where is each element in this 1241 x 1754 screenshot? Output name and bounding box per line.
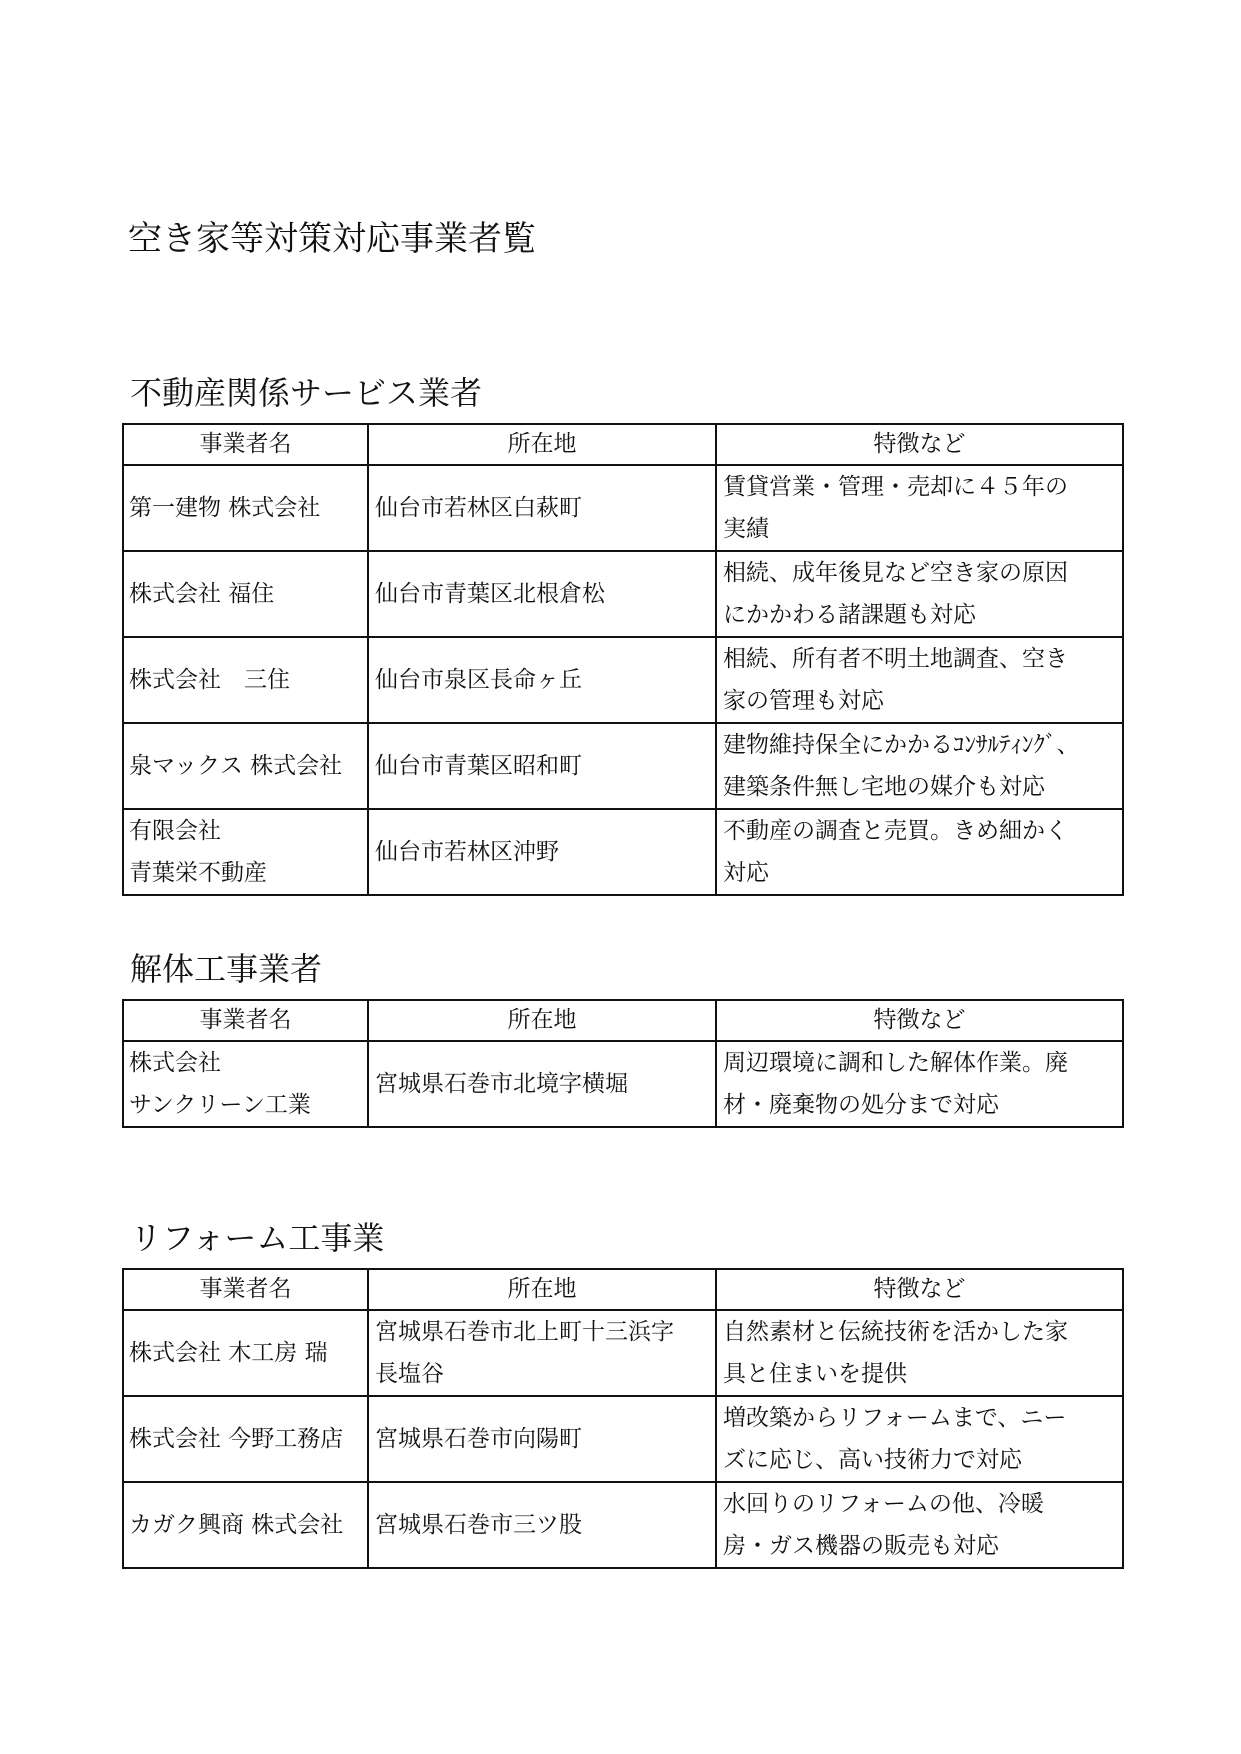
address-cell: [368, 723, 716, 809]
features-line: 実績: [723, 516, 769, 542]
business-table: [122, 999, 1124, 1128]
header-features: 特徴など: [716, 424, 1123, 465]
features-line: 賃貸営業・管理・売却に４５年の: [723, 474, 1068, 500]
address-cell: [368, 551, 716, 637]
business-name-line: 第一建物 株式会社: [129, 495, 321, 521]
header-address: 所在地: [368, 1000, 716, 1041]
business-name-cell: [123, 809, 368, 895]
address-cell: [368, 1482, 716, 1568]
table-row: [123, 637, 1123, 723]
features-line: 家の管理も対応: [723, 688, 884, 714]
features-cell: [716, 637, 1123, 723]
header-features: 特徴など: [716, 1000, 1123, 1041]
header-features: 特徴など: [716, 1269, 1123, 1310]
table-row: [123, 1482, 1123, 1568]
features-line: 材・廃棄物の処分まで対応: [723, 1092, 999, 1118]
business-table: [122, 1268, 1124, 1569]
address-line: 仙台市泉区長命ヶ丘: [375, 667, 582, 693]
header-address: 所在地: [368, 424, 716, 465]
features-line: ズに応じ、高い技術力で対応: [723, 1447, 1022, 1473]
features-cell: [716, 1482, 1123, 1568]
section-title: リフォーム工事業: [130, 1219, 385, 1257]
table-header-row: [123, 424, 1123, 465]
business-name-line: 泉マックス 株式会社: [129, 753, 343, 779]
address-line: 仙台市若林区白萩町: [375, 495, 582, 521]
header-name: 事業者名: [123, 1269, 368, 1310]
business-name-cell: [123, 551, 368, 637]
features-line: 具と住まいを提供: [723, 1361, 907, 1387]
address-line: 仙台市青葉区昭和町: [375, 753, 582, 779]
features-line: 対応: [723, 860, 769, 886]
page-title: 空き家等対策対応事業者覧: [128, 219, 536, 259]
features-cell: [716, 465, 1123, 551]
table-row: [123, 1396, 1123, 1482]
business-name-line: カガク興商 株式会社: [129, 1512, 344, 1538]
section-demolition: [122, 945, 1122, 1128]
address-line: 仙台市若林区沖野: [375, 839, 559, 865]
table-row: [123, 723, 1123, 809]
table-row: [123, 809, 1123, 895]
features-line: 不動産の調査と売買。きめ細かく: [723, 818, 1068, 844]
features-cell: [716, 1041, 1123, 1127]
address-cell: [368, 1396, 716, 1482]
features-line: 増改築からリフォームまで、ニー: [723, 1405, 1067, 1431]
address-line: 宮城県石巻市三ツ股: [375, 1512, 582, 1538]
business-name-cell: [123, 1396, 368, 1482]
table-row: [123, 1310, 1123, 1396]
table-header-row: [123, 1000, 1123, 1041]
address-cell: [368, 465, 716, 551]
business-name-cell: [123, 1482, 368, 1568]
address-cell: [368, 809, 716, 895]
features-line: 相続、成年後見など空き家の原因: [723, 560, 1068, 586]
business-name-line: 株式会社 三住: [129, 667, 290, 693]
address-cell: [368, 637, 716, 723]
table-row: [123, 551, 1123, 637]
features-cell: [716, 723, 1123, 809]
header-name: 事業者名: [123, 424, 368, 465]
features-line: 自然素材と伝統技術を活かした家: [723, 1319, 1068, 1345]
features-line: 房・ガス機器の販売も対応: [723, 1533, 999, 1559]
features-line: 建物維持保全にかかるｺﾝｻﾙﾃｨﾝｸﾞ、: [723, 732, 1080, 758]
address-line: 長塩谷: [375, 1361, 444, 1387]
features-line: 周辺環境に調和した解体作業。廃: [723, 1050, 1068, 1076]
features-cell: [716, 809, 1123, 895]
business-name-line: 株式会社 木工房 瑞: [129, 1340, 328, 1366]
features-cell: [716, 1310, 1123, 1396]
business-name-cell: [123, 637, 368, 723]
address-line: 宮城県石巻市北上町十三浜字: [375, 1319, 674, 1345]
header-name: 事業者名: [123, 1000, 368, 1041]
address-line: 宮城県石巻市向陽町: [375, 1426, 582, 1452]
features-line: にかかわる諸課題も対応: [723, 602, 976, 628]
table-row: [123, 465, 1123, 551]
address-line: 宮城県石巻市北境字横堀: [375, 1071, 628, 1097]
business-name-line: 青葉栄不動産: [129, 860, 267, 886]
business-name-line: 有限会社: [129, 818, 221, 844]
business-name-cell: [123, 723, 368, 809]
table-header-row: [123, 1269, 1123, 1310]
features-cell: [716, 1396, 1123, 1482]
features-line: 水回りのリフォームの他、冷暖: [723, 1491, 1044, 1517]
section-title: 解体工事業者: [130, 950, 323, 988]
section-real-estate: [122, 369, 1122, 896]
address-line: 仙台市青葉区北根倉松: [375, 581, 605, 607]
features-line: 相続、所有者不明土地調査、空き: [723, 646, 1068, 672]
business-name-line: 株式会社 福住: [129, 581, 275, 607]
business-name-cell: [123, 1310, 368, 1396]
business-name-line: 株式会社 今野工務店: [129, 1426, 344, 1452]
business-name-line: 株式会社: [129, 1050, 221, 1076]
address-cell: [368, 1310, 716, 1396]
header-address: 所在地: [368, 1269, 716, 1310]
features-line: 建築条件無し宅地の媒介も対応: [723, 774, 1045, 800]
table-row: [123, 1041, 1123, 1127]
business-name-cell: [123, 465, 368, 551]
business-name-cell: [123, 1041, 368, 1127]
section-title: 不動産関係サービス業者: [130, 374, 483, 412]
address-cell: [368, 1041, 716, 1127]
business-name-line: サンクリーン工業: [129, 1092, 311, 1118]
features-cell: [716, 551, 1123, 637]
section-renovation: [122, 1214, 1122, 1569]
business-table: [122, 423, 1124, 896]
